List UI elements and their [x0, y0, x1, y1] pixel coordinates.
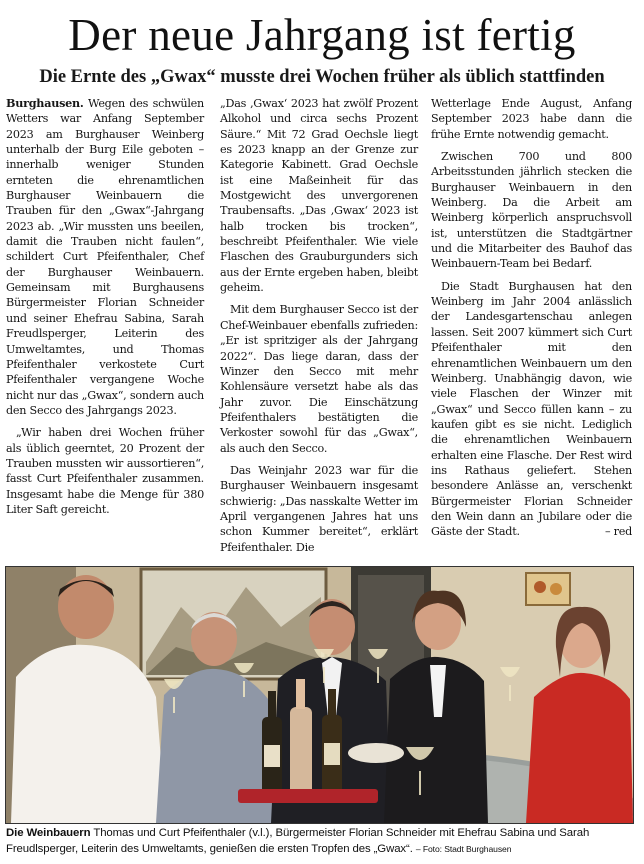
- article-paragraph: Das Weinjahr 2023 war für die Burghauser Weinbauern insgesamt schwierig: „Das nasskalte Wetter im April vergangenen Jahres hat uns schon Kummer bereitet“, erklärt Pfeifenthaler. Die: [220, 463, 418, 554]
- signoff: – red: [604, 525, 632, 539]
- paragraph-text: Wegen des schwülen Wetters war Anfang September 2023 am Burghauser Weinberg unterhalb der Burg Eile geboten – innerhalb weniger Stunden ernteten die ehrenamtlichen Burghauser Weinbauern die Trauben für den „Gwax“-Jahrgang 2023 ab. „Wir mussten uns beeilen, damit die Trauben nicht faulen“, schildert Curt Pfeifenthaler, Chef der Burghauser Weinbauern. Gemeinsam mit Burghausens Bürgermeister Florian Schneider und seiner Ehefrau Sabina, Sarah Freudlsperger, Leiterin des Umweltamtes, und Thomas Pfeifenthaler verkostete Curt Pfeifenthaler vergangene Woche nicht nur das „Gwax“, sondern auch den Secco des Jahrgangs 2023.: [6, 97, 204, 417]
- photo-caption: [6, 826, 634, 857]
- dateline: Burghausen.: [6, 96, 84, 110]
- paragraph-text: Die Stadt Burghausen hat den Weinberg im Jahr 2004 anlässlich der Landesgartenschau anlegen lassen. Seit 2007 kümmert sich Curt Pfeifenthaler mit den ehrenamtlichen Weinbauern um den Weinberg. Unabhängig davon, wie viele Flaschen der Winzer mit „Gwax“ und Secco füllen kann – zu kaufen gibt es sie nicht. Lediglich die ehrenamtlichen Weinbauern erhalten eine Flasche. Der Rest wird ins Rathaus geliefert. Stehen besondere Anlässe an, verschenkt Bürgermeister Florian Schneider den Wein dann an Jubilare oder die Gäste der Stadt.: [431, 279, 632, 539]
- article-paragraph: Zwischen 700 und 800 Arbeitsstunden jährlich stecken die Burghauser Weinbauern in den Weinberg. Da die Arbeit am Weinberg körperlich anspruchsvoll ist, unterstützen die Stadtgärtner und die Mitarbeiter des Bauhof das Weinbauern-Team bei Bedarf.: [431, 150, 632, 271]
- caption-lead: Die Weinbauern: [6, 827, 91, 839]
- subheadline: Die Ernte des „Gwax“ musste drei Wochen früher als üblich stattfinden: [39, 67, 605, 87]
- article-paragraph: [6, 96, 204, 418]
- article-paragraph: „Das ‚Gwax‘ 2023 hat zwölf Prozent Alkohol und circa sechs Prozent Säure.“ Mit 72 Grad Oechsle liegt es 2023 knapp an der Grenze zur Kategorie Kabinett. Grad Oechsle ist eine Maßeinheit für das Mostgewicht des unvergorenen Traubensafts. „Das ‚Gwax‘ 2023 ist halb trocken bis trocken“, beschreibt Pfeifenthaler. Wie viele Flaschen des Grauburgunders sich aus der Ernte ergeben haben, bleibt geheim.: [220, 97, 418, 295]
- article-paragraph: Wetterlage Ende August, Anfang September 2023 habe dann die frühe Ernte notwendig gemacht.: [431, 97, 632, 141]
- article-paragraph: Mit dem Burghauser Secco ist der Chef-Weinbauer ebenfalls zufrieden: „Er ist spritziger als der Jahrgang 2022“. Das liege daran, dass der Winzer den Secco mit mehr Kohlensäure versetzt habe als das Jahr zuvor. Die Einschätzung Pfeifenthalers bestätigten die Verkoster sowohl für das „Gwax“, als auch den Secco.: [220, 303, 418, 455]
- article-column-3: [431, 96, 632, 547]
- caption-text: Thomas und Curt Pfeifenthaler (v.l.), Bürgermeister Florian Schneider mit Ehefrau Sabina und Sarah Freudlsperger, Leiterin des Umweltamts, genießen die ersten Tropfen des „Gwax“.: [6, 827, 590, 855]
- article-paragraph: „Wir haben drei Wochen früher als üblich geerntet, 20 Prozent der Trauben mussten wir aussortieren“, fasst Curt Pfeifenthaler zusammen. Insgesamt habe die Menge für 380 Liter Saft gereicht.: [6, 426, 204, 516]
- wine-tasting-photo: [6, 567, 633, 823]
- article-photo: [5, 566, 634, 824]
- photo-credit: – Foto: Stadt Burghausen: [415, 843, 512, 854]
- article-paragraph: [431, 279, 632, 540]
- article-column-2: [220, 96, 418, 562]
- article-column-1: [6, 96, 204, 524]
- headline: Der neue Jahrgang ist fertig: [68, 10, 576, 60]
